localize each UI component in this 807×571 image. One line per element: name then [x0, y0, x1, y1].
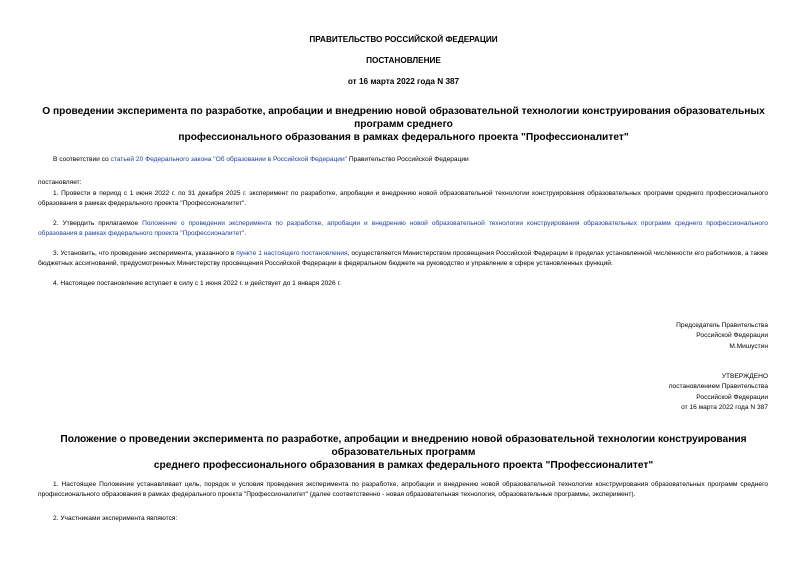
signatory-organization: Российской Федерации [696, 332, 768, 340]
approved-date-number: от 16 марта 2022 года N 387 [681, 404, 768, 412]
resolution-title [30, 105, 777, 144]
clause-3-text-after: , осуществляется Министерством просвещения Российской Федерации в пределах установленной численности его работников, а также бюджетных ассигнований, предусмотренных Министерству просвещения Российской Федерации в федеральном бюджете на руководство и управление в сфере установленных функций. [38, 250, 768, 268]
approved-label: УТВЕРЖДЕНО [721, 373, 768, 380]
approved-by: постановлением Правительства [668, 383, 768, 391]
document-date-number: от 16 марта 2022 года N 387 [347, 77, 460, 86]
regulation-clause-1: 1. Настоящее Положение устанавливает цель, порядок и условия проведения эксперимента по разработке, апробации и внедрению новой образовательной технологии конструирования образовательных программ среднего профессионального образования в рамках федерального проекта "Профессионалитет" (далее соответственно - новая образовательная технология, образовательные программы, эксперимент). [38, 481, 768, 499]
approval-stamp [669, 372, 768, 414]
clause-3-paragraph [38, 249, 768, 270]
regulation-title-line2: среднего профессионального образования в рамках федерального проекта "Профессионалитет" [153, 460, 654, 471]
resolution-title-line2: профессионального образования в рамках федерального проекта "Профессионалитет" [178, 132, 629, 143]
regulation-title [30, 433, 777, 472]
regulation-clause-2: 2. Участниками эксперимента являются: [53, 515, 178, 522]
clause-2-text-after: . [244, 230, 247, 238]
clause-2-text-before: 2. Утвердить прилагаемое [53, 220, 143, 227]
preamble-paragraph [38, 155, 768, 165]
signature-block [676, 321, 768, 352]
clause-2-paragraph [38, 219, 768, 240]
preamble-text-after: Правительство Российской Федерации [347, 156, 469, 163]
regulation-link[interactable]: Положение о проведении эксперимента по разработке, апробации и внедрению новой образовательной технологии конструирования образовательных программ среднего профессионального образования в рамках федерального проекта "Профессионалитет" [38, 220, 769, 238]
approved-organization: Российской Федерации [696, 393, 768, 401]
document-type-heading: ПОСТАНОВЛЕНИЕ [366, 56, 441, 65]
clause-4-paragraph: 4. Настоящее постановление вступает в силу с 1 июня 2022 г. и действует до 1 января 2026 г. [53, 280, 341, 287]
regulation-title-line1: Положение о проведении эксперимента по разработке, апробации и внедрению новой образовательной технологии конструирования образовательных программ [60, 434, 747, 458]
resolves-text: постановляет: [38, 179, 82, 186]
preamble-text-before: В соответствии со [53, 156, 111, 163]
resolution-title-line1: О проведении эксперимента по разработке, апробации и внедрению новой образовательной технологии конструирования образовательных программ среднего [42, 106, 765, 130]
clause-1-reference-link[interactable]: пункте 1 настоящего постановления [236, 250, 348, 257]
government-heading: ПРАВИТЕЛЬСТВО РОССИЙСКОЙ ФЕДЕРАЦИИ [309, 35, 498, 44]
federal-law-article-link[interactable]: статьей 20 Федерального закона "Об образовании в Российской Федерации" [110, 156, 348, 163]
signatory-position: Председатель Правительства [676, 322, 768, 329]
clause-1-paragraph: 1. Провести в период с 1 июня 2022 г. по 31 декабря 2025 г. эксперимент по разработке, апробации и внедрению новой образовательной технологии конструирования образовательных программ среднего профессионального образования в рамках федерального проекта "Профессионалитет". [38, 190, 768, 208]
signatory-name: М.Мишустин [729, 342, 768, 350]
clause-3-text-before: 3. Установить, что проведение эксперимента, указанного в [53, 250, 237, 257]
